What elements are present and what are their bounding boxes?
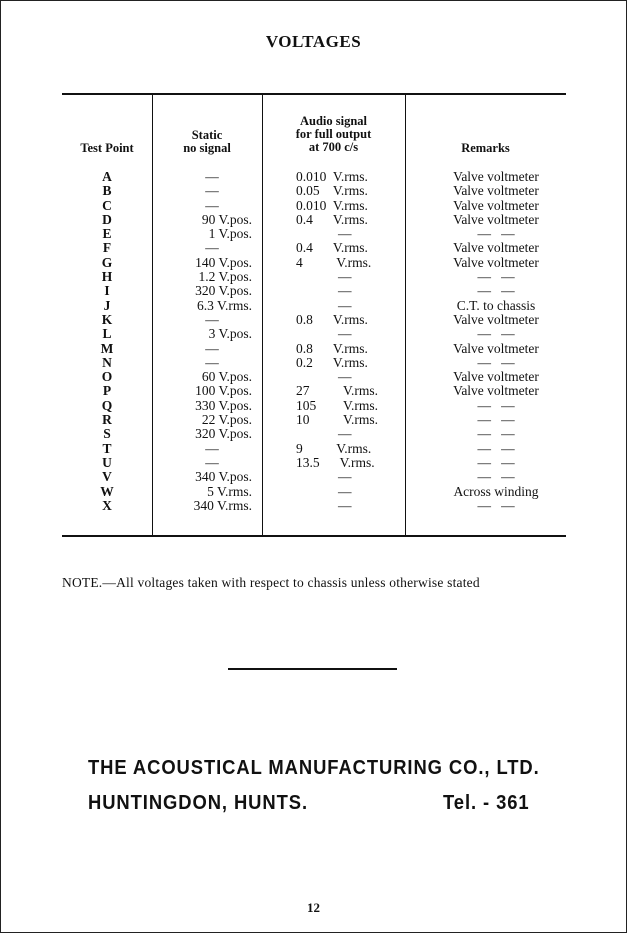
table-cell-static: 6.3 V.rms. — [196, 297, 252, 313]
table-cell-point: Q — [101, 397, 113, 413]
table-cell-audio: 0.2 V.rms. — [296, 354, 368, 370]
table-cell-audio: 0.4 V.rms. — [296, 240, 368, 256]
table-cell-point: H — [101, 269, 113, 285]
static-column — [160, 170, 260, 513]
table-cell-audio: 0.010 V.rms. — [296, 169, 368, 184]
page-title: VOLTAGES — [265, 32, 362, 51]
table-cell-audio: 4 V.rms. — [296, 254, 372, 270]
table-cell-remarks: Valve voltmeter — [453, 240, 539, 256]
company-telephone: Tel. - 361 — [443, 792, 530, 814]
column-divider — [405, 95, 406, 535]
table-cell-audio: — — [338, 283, 352, 299]
table-cell-point: N — [102, 354, 112, 370]
table-cell-point: X — [102, 497, 112, 513]
table-cell-remarks: — — — [477, 440, 515, 456]
table-cell-static: 100 V.pos. — [195, 383, 252, 399]
table-cell-remarks: Valve voltmeter — [453, 197, 539, 213]
table-cell-point: I — [104, 283, 110, 299]
header-audio-signal: Audio signal for full output at 700 c/s — [295, 114, 372, 154]
table-cell-audio: — — [338, 369, 352, 385]
table-cell-static: 90 V.pos. — [201, 211, 252, 227]
table-cell-remarks: — — — [477, 497, 515, 513]
table-cell-remarks: Valve voltmeter — [453, 211, 539, 227]
table-cell-remarks: — — — [477, 397, 515, 413]
table-cell-static: — — [205, 311, 219, 327]
table-cell-remarks: Valve voltmeter — [453, 369, 539, 385]
table-cell-remarks: Valve voltmeter — [453, 183, 539, 199]
table-cell-point: E — [102, 226, 112, 242]
table-cell-audio: 0.010 V.rms. — [296, 197, 368, 213]
table-cell-audio: — — [338, 483, 352, 499]
table-cell-remarks: Valve voltmeter — [453, 340, 539, 356]
table-cell-point: O — [101, 369, 113, 385]
header-test-point: Test Point — [80, 141, 134, 155]
table-cell-point: J — [103, 297, 111, 313]
table-cell-remarks: — — — [477, 326, 515, 342]
table-cell-static: 60 V.pos. — [201, 369, 252, 385]
table-cell-audio: — — [338, 269, 352, 285]
table-cell-remarks: Valve voltmeter — [453, 254, 539, 270]
table-cell-static: 320 V.pos. — [195, 283, 252, 299]
company-address: HUNTINGDON, HUNTS. — [88, 792, 308, 814]
table-cell-audio: — — [338, 297, 352, 313]
column-divider — [262, 95, 263, 535]
table-cell-audio: 0.05 V.rms. — [296, 183, 368, 199]
column-divider — [152, 95, 153, 535]
table-cell-static: 1.2 V.pos. — [198, 269, 252, 285]
table-cell-point: U — [102, 454, 112, 470]
table-cell-remarks: — — — [477, 269, 515, 285]
page-number: 12 — [307, 900, 320, 915]
voltages-table — [62, 93, 566, 537]
table-cell-remarks: — — — [477, 283, 515, 299]
table-cell-static: — — [205, 183, 219, 199]
table-cell-audio: 0.8 V.rms. — [296, 311, 368, 327]
table-cell-static: — — [205, 354, 219, 370]
table-cell-audio: — — [338, 469, 352, 485]
table-cell-static: 22 V.pos. — [201, 412, 252, 428]
table-cell-audio: 27 V.rms. — [296, 383, 379, 399]
table-cell-point: R — [102, 412, 112, 428]
table-cell-audio: — — [338, 326, 352, 342]
table-cell-static: — — [205, 197, 219, 213]
table-cell-remarks: — — — [477, 354, 515, 370]
remarks-column — [427, 170, 565, 513]
table-cell-audio: — — [338, 426, 352, 442]
table-cell-point: K — [101, 311, 113, 327]
table-cell-point: S — [103, 426, 111, 442]
horizontal-rule — [228, 668, 397, 670]
table-cell-point: T — [102, 440, 112, 456]
table-cell-point: V — [102, 469, 112, 485]
table-cell-static: 330 V.pos. — [195, 397, 252, 413]
table-cell-point: C — [102, 197, 112, 213]
table-cell-remarks: — — — [477, 426, 515, 442]
table-cell-audio: 10 V.rms. — [296, 412, 379, 428]
table-cell-static: 140 V.pos. — [195, 254, 252, 270]
table-cell-point: A — [102, 169, 112, 184]
table-cell-point: B — [102, 183, 112, 199]
table-cell-remarks: Valve voltmeter — [453, 169, 539, 184]
table-cell-remarks: Valve voltmeter — [453, 311, 539, 327]
table-cell-audio: 9 V.rms. — [296, 440, 372, 456]
header-remarks: Remarks — [461, 141, 510, 155]
table-cell-audio: — — [338, 497, 352, 513]
table-cell-point: D — [102, 211, 112, 227]
table-cell-point: M — [100, 340, 114, 356]
table-cell-static: — — [205, 169, 219, 184]
company-name: THE ACOUSTICAL MANUFACTURING CO., LTD. — [88, 757, 540, 779]
table-cell-point: G — [101, 254, 113, 270]
header-static: Static no signal — [183, 128, 231, 155]
table-cell-remarks: — — — [477, 226, 515, 242]
table-cell-static: — — [205, 340, 219, 356]
table-cell-static: 1 V.pos. — [208, 226, 252, 242]
table-cell-static: 340 V.pos. — [195, 469, 252, 485]
table-cell-point: W — [100, 483, 114, 499]
table-cell-remarks: Across winding — [453, 483, 539, 499]
table-cell-point: P — [102, 383, 112, 399]
table-cell-audio: — — [338, 226, 352, 242]
note-text: NOTE.—All voltages taken with respect to chassis unless otherwise stated — [62, 575, 480, 590]
table-cell-static: 5 V.rms. — [207, 483, 252, 499]
table-cell-static: — — [205, 454, 219, 470]
table-cell-remarks: — — — [477, 412, 515, 428]
table-cell-remarks: Valve voltmeter — [453, 383, 539, 399]
table-cell-static: — — [205, 240, 219, 256]
table-cell-remarks: C.T. to chassis — [456, 297, 536, 313]
table-cell-point: F — [102, 240, 112, 256]
table-cell-audio: 13.5 V.rms. — [296, 454, 375, 470]
table-cell-remarks: — — — [477, 454, 515, 470]
table-cell-audio: 0.8 V.rms. — [296, 340, 368, 356]
table-cell-remarks: — — — [477, 469, 515, 485]
table-cell-static: 320 V.pos. — [195, 426, 252, 442]
table-cell-audio: 0.4 V.rms. — [296, 211, 368, 227]
table-cell-point: L — [102, 326, 112, 342]
test-point-column — [62, 170, 152, 513]
audio-column — [296, 170, 404, 513]
table-cell-audio: 105 V.rms. — [296, 397, 379, 413]
table-cell-static: — — [205, 440, 219, 456]
table-cell-static: 340 V.rms. — [193, 497, 252, 513]
table-cell-static: 3 V.pos. — [208, 326, 252, 342]
